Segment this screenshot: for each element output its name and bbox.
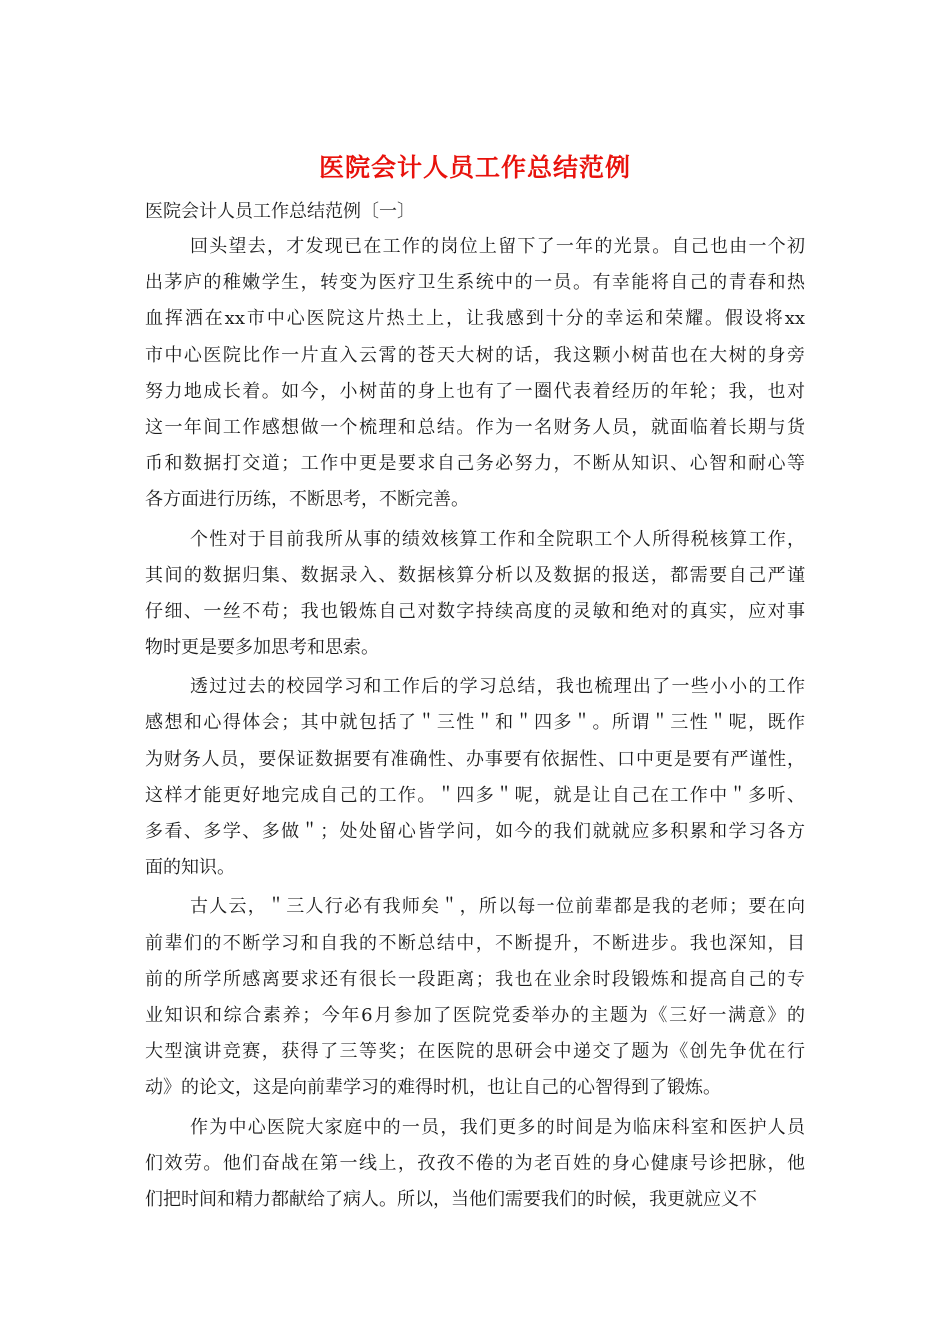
paragraph-line: 透过过去的校园学习和工作后的学习总结，我也梳理出了一些小小的工作 — [190, 676, 805, 698]
paragraph-line: 古人云，＂三人行必有我师矣＂，所以每一位前辈都是我的老师；要在向 — [190, 896, 805, 918]
paragraph-line: 努力地成长着。如今，小树苗的身上也有了一圈代表着经历的年轮；我，也对 — [145, 380, 805, 402]
paragraph-line: 血挥洒在xx市中心医院这片热土上，让我感到十分的幸运和荣耀。假设将xx — [145, 308, 805, 330]
paragraph-line: 动》的论文，这是向前辈学习的难得时机，也让自己的心智得到了锻炼。 — [145, 1077, 721, 1099]
paragraph-line: 物时更是要多加思考和思索。 — [145, 637, 379, 659]
paragraph-line: 多看、多学、多做＂；处处留心皆学问，如今的我们就就应多积累和学习各方 — [145, 821, 805, 842]
paragraph-line: 币和数据打交道；工作中更是要求自己务必努力，不断从知识、心智和耐心等 — [145, 453, 805, 475]
document-title: 医院会计人员工作总结范例 — [318, 153, 631, 182]
paragraph-line: 感想和心得体会；其中就包括了＂三性＂和＂四多＂。所谓＂三性＂呢，既作 — [145, 712, 805, 734]
paragraph-line: 前的所学所感离要求还有很长一段距离；我也在业余时段锻炼和提高自己的专 — [145, 968, 805, 990]
body-paragraph — [145, 1110, 805, 1219]
paragraph-line: 面的知识。 — [145, 857, 235, 879]
paragraph-line: 这样才能更好地完成自己的工作。＂四多＂呢，就是让自己在工作中＂多听、 — [145, 784, 805, 806]
paragraph-line: 们效劳。他们奋战在第一线上，孜孜不倦的为老百姓的身心健康号诊把脉，他 — [145, 1152, 805, 1174]
paragraph-line: 这一年间工作感想做一个梳理和总结。作为一名财务人员，就面临着长期与货 — [145, 416, 805, 438]
paragraph-line: 个性对于目前我所从事的绩效核算工作和全院职工个人所得税核算工作， — [190, 528, 805, 550]
body-paragraph — [145, 889, 805, 1106]
paragraph-line: 为财务人员，要保证数据要有准确性、办事要有依据性、口中更是要有严谨性， — [145, 748, 805, 770]
paragraph-line: 们把时间和精力都献给了病人。所以，当他们需要我们的时候，我更就应义不 — [145, 1188, 757, 1210]
body-paragraph — [145, 522, 805, 667]
paragraph-line: 出茅庐的稚嫩学生，转变为医疗卫生系统中的一员。有幸能将自己的青春和热 — [145, 272, 805, 294]
paragraph-line: 市中心医院比作一片直入云霄的苍天大树的话，我这颗小树苗也在大树的身旁 — [145, 344, 805, 366]
paragraph-line: 其间的数据归集、数据录入、数据核算分析以及数据的报送，都需要自己严谨 — [145, 564, 805, 586]
paragraph-line: 大型演讲竞赛，获得了三等奖；在医院的思研会中递交了题为《创先争优在行 — [145, 1041, 805, 1063]
document-body — [145, 229, 805, 1218]
paragraph-line: 前辈们的不断学习和自我的不断总结中，不断提升，不断进步。我也深知，目 — [145, 932, 805, 954]
document-subtitle: 医院会计人员工作总结范例〔一〕 — [145, 201, 415, 222]
paragraph-line: 作为中心医院大家庭中的一员，我们更多的时间是为临床科室和医护人员 — [190, 1116, 805, 1138]
body-paragraph — [145, 229, 805, 519]
paragraph-line: 回头望去，才发现已在工作的岗位上留下了一年的光景。自己也由一个初 — [190, 236, 805, 257]
paragraph-line: 各方面进行历练，不断思考，不断完善。 — [145, 489, 469, 511]
body-paragraph — [145, 669, 805, 886]
paragraph-line: 业知识和综合素养；今年6月参加了医院党委举办的主题为《三好一满意》的 — [145, 1004, 805, 1026]
paragraph-line: 仔细、一丝不苟；我也锻炼自己对数字持续高度的灵敏和绝对的真实，应对事 — [145, 600, 805, 622]
